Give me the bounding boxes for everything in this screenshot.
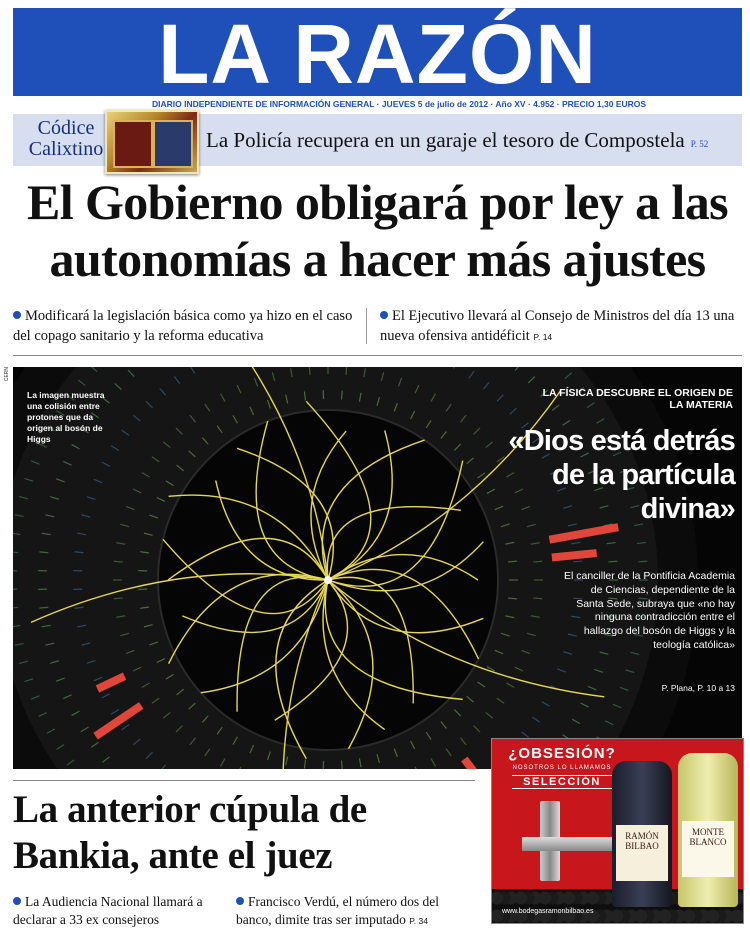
detector-cell <box>346 367 347 375</box>
ad-selection-label: SELECCIÓN <box>512 775 612 789</box>
detector-cell <box>342 391 343 400</box>
detector-cell <box>608 561 617 562</box>
main-headline[interactable]: El Gobierno obligará por ley a las autonomías a hacer más ajustes <box>27 174 728 287</box>
detector-cell <box>309 367 310 375</box>
bankia-subhead-1-text: La Audiencia Nacional llamará a declarar a 33 ex consejeros <box>13 894 203 927</box>
white-wine-brand: MONTE BLANCO <box>689 827 727 847</box>
ad-subline: NOSOTROS LO LLAMAMOS <box>512 765 612 771</box>
higgs-collision-feature[interactable] <box>13 367 742 769</box>
bullet-icon <box>13 311 21 319</box>
bankia-subhead-2-text: Francisco Verdú, el número dos del banco, dimite tras ser imputado <box>236 894 439 927</box>
bankia-headline[interactable]: La anterior cúpula de Bankia, ante el juez <box>13 788 367 877</box>
main-subhead-1 <box>13 306 358 346</box>
teaser-label <box>21 118 111 160</box>
section-divider <box>13 355 742 356</box>
main-subhead-2-page-ref: P. 14 <box>533 332 553 342</box>
newspaper-title: LA RAZÓN <box>158 7 597 101</box>
codex-thumbnail-image <box>105 110 199 174</box>
bankia-subhead-2 <box>236 893 476 930</box>
section-divider <box>13 780 475 781</box>
teaser-headline[interactable] <box>206 128 708 156</box>
ad-headline: ¿OBSESIÓN? <box>508 745 616 762</box>
detector-cell <box>114 561 123 562</box>
dateline: DIARIO INDEPENDIENTE DE INFORMACIÓN GENERAL · JUEVES 5 de julio de 2012 · Año XV · 4.952 · PRECIO 1,30 EUROS <box>152 99 647 109</box>
teaser-label-line2: Calixtino <box>28 138 104 160</box>
detector-cell <box>533 561 542 562</box>
teaser-strip[interactable] <box>13 114 742 166</box>
energy-deposit-bar <box>552 553 597 557</box>
masthead <box>13 7 742 101</box>
image-caption: La imagen muestra una colisión entre protones que da origen al bosón de Higgs <box>27 390 105 444</box>
column-divider <box>366 308 367 344</box>
feature-kicker: LA FÍSICA DESCUBRE EL ORIGEN DE LA MATERIA <box>542 387 733 411</box>
detector-cell <box>638 561 647 562</box>
feature-page-ref: P. Plana, P. 10 a 13 <box>661 683 735 693</box>
detector-cell <box>573 561 582 562</box>
detector-cell <box>533 598 542 599</box>
bankia-subhead-1 <box>13 893 223 929</box>
main-subhead-2 <box>380 306 742 347</box>
main-subhead-1-text: Modificará la legislación básica como ya hizo en el caso del copago sanitario y la reforma educativa <box>13 308 353 344</box>
bullet-icon <box>380 311 388 319</box>
bankia-subhead-2-page-ref: P. 34 <box>409 916 428 926</box>
bullet-icon <box>236 897 244 905</box>
detector-cell <box>342 760 343 769</box>
teaser-headline-text: La Policía recupera en un garaje el tesoro de Compostela <box>206 128 685 152</box>
red-wine-brand: RAMÓN BILBAO <box>625 831 659 851</box>
main-subhead-2-text: El Ejecutivo llevará al Consejo de Ministros del día 13 una nueva ofensiva antidéficit <box>380 308 735 344</box>
teaser-label-line1: Códice <box>37 117 95 139</box>
teaser-page-ref: P. 52 <box>690 139 709 149</box>
ad-url[interactable]: www.bodegasramonbilbao.es <box>502 908 594 915</box>
feature-quote-headline[interactable]: «Dios está detrás de la partícula divina» <box>508 425 735 525</box>
detector-cell <box>114 598 123 599</box>
caliper-jaw <box>522 837 612 851</box>
feature-body-text: El canciller de la Pontificia Academia de Ciencias, dependiente de la Santa Sede, subraya que «no hay ninguna contradicción entre el hallazgo del bosón de Higgs y la teología católica» <box>563 570 735 651</box>
bullet-icon <box>13 897 21 905</box>
wine-advertisement[interactable] <box>491 738 744 924</box>
photo-credit: CERN <box>4 367 10 382</box>
